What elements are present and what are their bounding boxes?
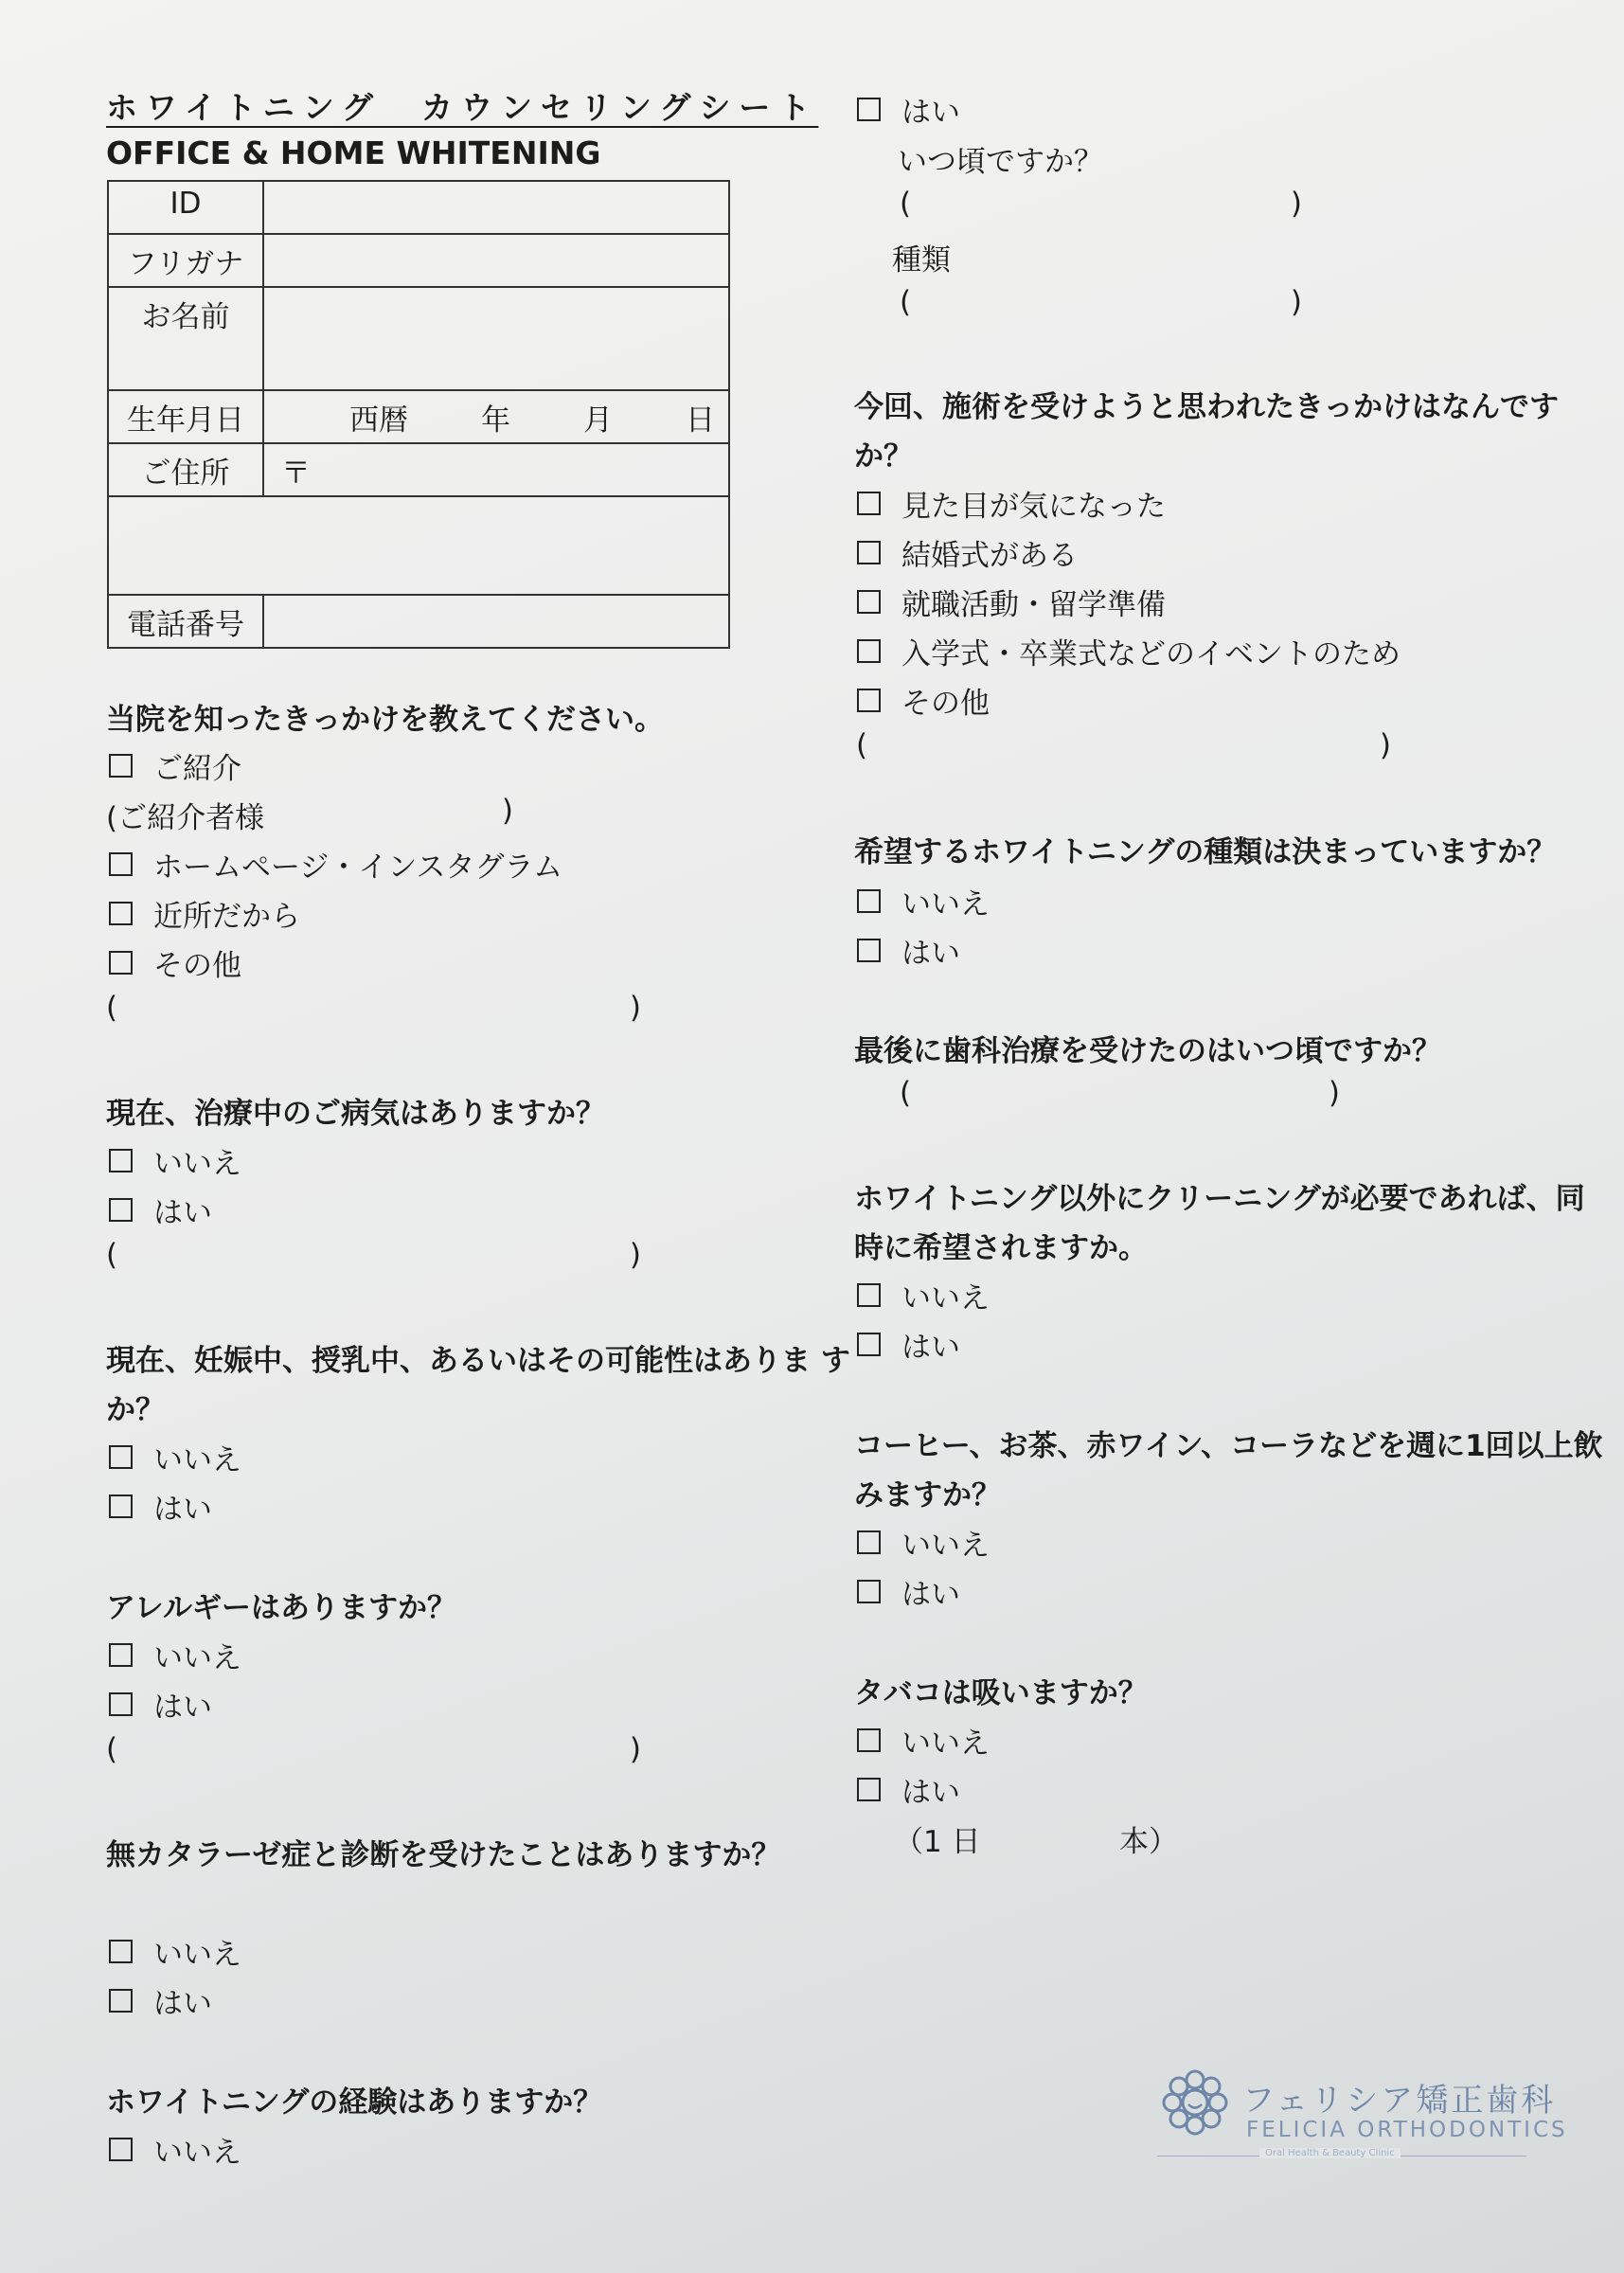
q6-opt-yes[interactable] xyxy=(857,88,960,131)
phone-field[interactable] xyxy=(263,595,729,648)
checkbox[interactable] xyxy=(857,98,881,121)
q1-other-open: ( xyxy=(106,991,118,1025)
phone-label: 電話番号 xyxy=(108,595,263,648)
q7-question-line1: 今回、施術を受けようと思われたきっかけはなんです xyxy=(854,390,1559,424)
q1-referrer-close: ) xyxy=(501,794,513,828)
checkbox[interactable] xyxy=(857,889,881,913)
q12-per-day-close: 本） xyxy=(1119,1825,1178,1859)
q4-opt-yes-label: はい xyxy=(153,1691,212,1725)
q1-other-close: ) xyxy=(629,991,641,1025)
q7-open: ( xyxy=(856,728,868,762)
q10-question-line2: 時に希望されますか。 xyxy=(854,1231,1148,1265)
id-field[interactable] xyxy=(263,181,729,234)
checkbox[interactable] xyxy=(857,939,881,962)
q6-opt-no[interactable] xyxy=(109,2128,241,2171)
checkbox[interactable] xyxy=(109,902,133,925)
checkbox[interactable] xyxy=(857,1728,881,1752)
name-row xyxy=(108,287,729,390)
furigana-row xyxy=(108,234,729,287)
checkbox[interactable] xyxy=(109,1149,133,1172)
q7-opt-ceremony-label: 入学式・卒業式などのイベントのため xyxy=(901,637,1401,671)
address-field[interactable] xyxy=(263,443,729,496)
q7-opt-appearance-label: 見た目が気になった xyxy=(901,490,1166,524)
checkbox[interactable] xyxy=(109,1494,133,1518)
address-row xyxy=(108,443,729,496)
clinic-name-jp: フェリシア矯正歯科 xyxy=(1242,2082,1557,2120)
q10-opt-yes-label: はい xyxy=(901,1331,960,1365)
furigana-label: フリガナ xyxy=(108,234,263,287)
clinic-name-en: FELICIA ORTHODONTICS xyxy=(1246,2118,1568,2142)
q2-close: ) xyxy=(629,1238,641,1272)
q4-opt-no[interactable] xyxy=(109,1634,241,1676)
q4-close: ) xyxy=(629,1732,641,1766)
q11-opt-no[interactable] xyxy=(857,1521,990,1564)
q9-open: ( xyxy=(900,1076,912,1110)
q12-opt-no[interactable] xyxy=(857,1719,990,1762)
q6-when-label: いつ頃ですか？ xyxy=(898,145,1103,179)
q1-question: 当院を知ったきっかけを教えてください。 xyxy=(106,703,664,737)
q9-close: ) xyxy=(1328,1076,1340,1110)
checkbox[interactable] xyxy=(109,1643,133,1667)
checkbox[interactable] xyxy=(857,639,881,663)
q10-opt-no-label: いいえ xyxy=(901,1281,990,1315)
checkbox[interactable] xyxy=(857,1580,881,1603)
q7-opt-other-label: その他 xyxy=(901,687,990,721)
q4-opt-yes[interactable] xyxy=(109,1683,212,1726)
q12-opt-no-label: いいえ xyxy=(901,1727,990,1761)
q8-opt-yes-label: はい xyxy=(901,937,960,971)
q4-open: ( xyxy=(106,1732,118,1766)
checkbox[interactable] xyxy=(109,754,133,778)
q12-per-day-open: （1 日 xyxy=(894,1825,981,1859)
checkbox[interactable] xyxy=(109,1989,133,2013)
checkbox[interactable] xyxy=(857,492,881,515)
q2-opt-yes[interactable] xyxy=(109,1189,212,1231)
q12-opt-yes[interactable] xyxy=(857,1768,960,1811)
id-row xyxy=(108,181,729,234)
q5-question: 無カタラーゼ症と診断を受けたことはありますか？ xyxy=(106,1838,781,1872)
q2-opt-no[interactable] xyxy=(109,1139,241,1182)
q7-opt-other[interactable] xyxy=(857,679,990,722)
q7-opt-wedding[interactable] xyxy=(857,531,1078,574)
q1-opt-nearby-label: 近所だから xyxy=(153,900,300,934)
q3-question-line2: か？ xyxy=(106,1393,165,1427)
q3-opt-yes[interactable] xyxy=(109,1485,212,1528)
q12-opt-yes-label: はい xyxy=(901,1776,960,1810)
furigana-field[interactable] xyxy=(263,234,729,287)
personal-info-table xyxy=(107,180,730,649)
q5-opt-no-label: いいえ xyxy=(153,1938,241,1972)
q8-question: 希望するホワイトニングの種類は決まっていますか？ xyxy=(854,835,1557,869)
q12-per-day-field[interactable] xyxy=(894,1817,1178,1860)
q7-opt-appearance[interactable] xyxy=(857,482,1166,525)
q3-opt-yes-label: はい xyxy=(153,1493,212,1527)
address-extra-row xyxy=(108,496,729,595)
q2-opt-yes-label: はい xyxy=(153,1196,212,1230)
q7-opt-job-study[interactable] xyxy=(857,581,1166,623)
q1-opt-other[interactable] xyxy=(109,941,241,984)
flower-icon xyxy=(1157,2065,1233,2140)
checkbox[interactable] xyxy=(109,852,133,876)
q6-kind-label: 種類 xyxy=(892,243,951,277)
q10-opt-no[interactable] xyxy=(857,1274,990,1316)
name-label: お名前 xyxy=(108,287,263,390)
q7-question-line2: か？ xyxy=(854,439,913,474)
q6-when-close: ) xyxy=(1290,187,1302,221)
q12-question: タバコは吸いますか？ xyxy=(854,1676,1148,1710)
checkbox[interactable] xyxy=(857,541,881,564)
checkbox[interactable] xyxy=(857,689,881,712)
checkbox[interactable] xyxy=(857,1530,881,1554)
q1-opt-referral[interactable] xyxy=(109,744,241,787)
q6-kind-field[interactable] xyxy=(900,285,1302,319)
q7-opt-wedding-label: 結婚式がある xyxy=(901,539,1078,573)
checkbox[interactable] xyxy=(857,1778,881,1801)
address-extra-field[interactable] xyxy=(108,496,729,595)
dob-field[interactable] xyxy=(263,390,729,443)
q3-opt-no[interactable] xyxy=(109,1436,241,1478)
sheet-subtitle: OFFICE & HOME WHITENING xyxy=(106,134,601,171)
q1-other-field[interactable] xyxy=(106,991,641,1025)
q6-when-field[interactable] xyxy=(900,187,1302,221)
q7-opt-job-study-label: 就職活動・留学準備 xyxy=(901,588,1166,622)
q8-opt-yes[interactable] xyxy=(857,929,960,972)
checkbox[interactable] xyxy=(857,590,881,614)
q11-opt-yes-label: はい xyxy=(901,1578,960,1612)
q2-question: 現在、治療中のご病気はありますか？ xyxy=(106,1097,605,1131)
q6-opt-yes-label: はい xyxy=(901,96,960,130)
q9-question: 最後に歯科治療を受けたのはいつ頃ですか？ xyxy=(854,1034,1441,1068)
q9-field[interactable] xyxy=(900,1076,1340,1110)
q3-opt-no-label: いいえ xyxy=(153,1443,241,1477)
q11-opt-no-label: いいえ xyxy=(901,1529,990,1563)
q1-referrer-open: (ご紹介者様 xyxy=(106,801,265,835)
clinic-tagline: Oral Health & Beauty Clinic xyxy=(1259,2148,1401,2158)
name-field[interactable] xyxy=(263,287,729,390)
q7-opt-ceremony[interactable] xyxy=(857,630,1401,672)
q1-opt-referral-label: ご紹介 xyxy=(153,752,241,786)
dob-year: 年 xyxy=(481,403,510,438)
checkbox[interactable] xyxy=(857,1283,881,1307)
checkbox[interactable] xyxy=(109,951,133,975)
q5-opt-no[interactable] xyxy=(109,1930,241,1973)
dob-day: 日 xyxy=(686,403,715,438)
address-label: ご住所 xyxy=(108,443,263,496)
checkbox[interactable] xyxy=(109,2138,133,2161)
q6-opt-no-label: いいえ xyxy=(153,2136,241,2170)
q8-opt-no[interactable] xyxy=(857,880,990,922)
q11-question-line1: コーヒー、お茶、赤ワイン、コーラなどを週に1回以上飲 xyxy=(854,1429,1603,1463)
dob-era: 西暦 xyxy=(349,403,408,438)
checkbox[interactable] xyxy=(109,1198,133,1222)
q10-question-line1: ホワイトニング以外にクリーニングが必要であれば、同 xyxy=(854,1182,1585,1216)
phone-row xyxy=(108,595,729,648)
q1-opt-homepage[interactable] xyxy=(109,843,562,886)
q6-kind-close: ) xyxy=(1290,285,1302,319)
q7-other-field[interactable] xyxy=(856,728,1391,762)
q4-detail-field[interactable] xyxy=(106,1732,641,1766)
q7-close: ) xyxy=(1379,728,1391,762)
q3-question-line1: 現在、妊娠中、授乳中、あるいはその可能性はありま す xyxy=(106,1344,850,1378)
q11-question-line2: みますか？ xyxy=(854,1478,1001,1512)
checkbox[interactable] xyxy=(109,1445,133,1469)
q8-opt-no-label: いいえ xyxy=(901,887,990,922)
checkbox[interactable] xyxy=(109,1940,133,1963)
q1-referrer-field[interactable] xyxy=(106,794,513,836)
q6-when-open: ( xyxy=(900,187,912,221)
q11-opt-yes[interactable] xyxy=(857,1570,960,1613)
checkbox[interactable] xyxy=(109,1692,133,1716)
dob-label: 生年月日 xyxy=(108,390,263,443)
q6-kind-open: ( xyxy=(900,285,912,319)
q1-opt-homepage-label: ホームページ・インスタグラム xyxy=(153,850,563,885)
clinic-logo xyxy=(1157,2065,1233,2144)
id-label: ID xyxy=(108,181,263,234)
sheet-title: ホワイトニング カウンセリングシート xyxy=(106,89,819,126)
q10-opt-yes[interactable] xyxy=(857,1323,960,1366)
q1-opt-nearby[interactable] xyxy=(109,892,300,935)
dob-row xyxy=(108,390,729,443)
q2-opt-no-label: いいえ xyxy=(153,1147,241,1181)
postal-mark: 〒 xyxy=(281,456,311,491)
checkbox[interactable] xyxy=(857,1333,881,1356)
q4-question: アレルギーはありますか？ xyxy=(106,1591,456,1625)
q6-question: ホワイトニングの経験はありますか？ xyxy=(106,2085,603,2120)
dob-month: 月 xyxy=(583,403,613,438)
q5-opt-yes[interactable] xyxy=(109,1979,212,2022)
q1-opt-other-label: その他 xyxy=(153,949,241,983)
q4-opt-no-label: いいえ xyxy=(153,1641,241,1675)
q2-detail-field[interactable] xyxy=(106,1238,641,1272)
q2-open: ( xyxy=(106,1238,118,1272)
q5-opt-yes-label: はい xyxy=(153,1987,212,2021)
